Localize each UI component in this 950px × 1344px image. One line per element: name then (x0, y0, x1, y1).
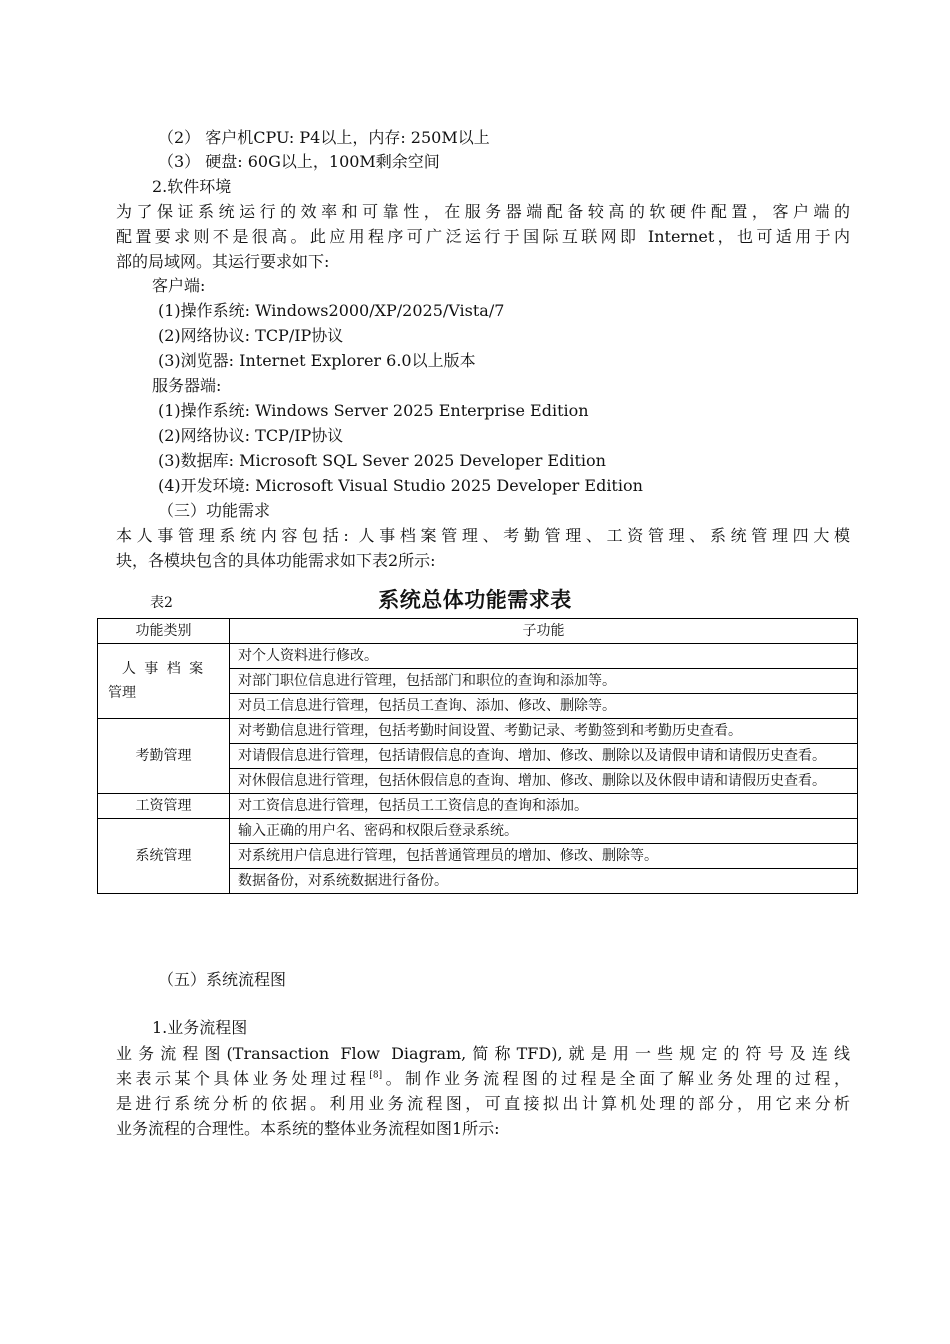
server-heading: 服务器端: (152, 376, 222, 395)
client-protocol: (2)网络协议: TCP/IP协议 (158, 326, 344, 345)
header-category: 功能类别 (98, 619, 230, 644)
category-cell-attendance: 考勤管理 (98, 719, 230, 794)
section5-paragraph-line-2b: 。制作业务流程图的过程是全面了解业务处理的过程， (382, 1069, 850, 1088)
section5-heading: （五）系统流程图 (158, 970, 287, 989)
env-paragraph-line-1: 为了保证系统运行的效率和可靠性，在服务器端配备较高的软硬件配置，客户端的 (116, 202, 850, 221)
category-cell-salary: 工资管理 (98, 794, 230, 819)
disk-line: （3） 硬盘: 60G以上，100M剩余空间 (158, 152, 440, 171)
subfunction-cell: 对考勤信息进行管理，包括考勤时间设置、考勤记录、考勤签到和考勤历史查看。 (230, 719, 858, 744)
category-label-line-2: 管理 (108, 685, 136, 701)
category-cell-personnel (98, 644, 230, 719)
subfunction-cell: 对休假信息进行管理，包括休假信息的查询、增加、修改、删除以及休假申请和请假历史查看。 (230, 769, 858, 794)
requirements-table (97, 618, 858, 894)
subfunction-cell: 对部门职位信息进行管理，包括部门和职位的查询和添加等。 (230, 669, 858, 694)
table-row (98, 719, 858, 744)
client-heading: 客户端: (152, 276, 206, 295)
table-number: 表2 (150, 595, 173, 611)
subfunction-cell: 对系统用户信息进行管理，包括普通管理员的增加、修改、删除等。 (230, 844, 858, 869)
section5-subheading: 1.业务流程图 (152, 1018, 248, 1037)
subfunction-cell: 对个人资料进行修改。 (230, 644, 858, 669)
category-cell-system: 系统管理 (98, 819, 230, 894)
software-env-heading: 2.软件环境 (152, 177, 232, 196)
cpu-memory-line: （2） 客户机CPU: P4以上，内存: 250M以上 (158, 128, 490, 147)
section3-paragraph-line-1: 本人事管理系统内容包括: 人事档案管理、考勤管理、工资管理、系统管理四大模 (116, 526, 850, 545)
table-header-row (98, 619, 858, 644)
server-os: (1)操作系统: Windows Server 2025 Enterprise Edition (158, 401, 589, 420)
subfunction-cell: 对工资信息进行管理，包括员工工资信息的查询和添加。 (230, 794, 858, 819)
section3-paragraph-line-2: 块，各模块包含的具体功能需求如下表2所示: (116, 551, 436, 570)
table-row (98, 794, 858, 819)
table-row (98, 644, 858, 669)
citation-ref: [8] (369, 1070, 383, 1081)
server-database: (3)数据库: Microsoft SQL Sever 2025 Developer Edition (158, 451, 606, 470)
section5-paragraph-line-2a: 来表示某个具体业务处理过程 (116, 1069, 370, 1088)
server-dev-env: (4)开发环境: Microsoft Visual Studio 2025 Developer Edition (158, 476, 643, 495)
header-subfunction: 子功能 (230, 619, 858, 644)
client-browser: (3)浏览器: Internet Explorer 6.0以上版本 (158, 351, 476, 370)
section3-heading: （三）功能需求 (158, 501, 271, 520)
section5-paragraph-line-2 (116, 1069, 850, 1089)
category-label-line-1: 人 事 档 案 (121, 661, 206, 677)
section5-paragraph-line-3: 是进行系统分析的依据。利用业务流程图，可直接拟出计算机处理的部分，用它来分析 (116, 1094, 850, 1113)
client-os: (1)操作系统: Windows2000/XP/2025/Vista/7 (158, 301, 505, 320)
server-protocol: (2)网络协议: TCP/IP协议 (158, 426, 344, 445)
section5-paragraph-line-4: 业务流程的合理性。本系统的整体业务流程如图1所示: (116, 1119, 500, 1138)
subfunction-cell: 输入正确的用户名、密码和权限后登录系统。 (230, 819, 858, 844)
table-title: 系统总体功能需求表 (378, 588, 572, 612)
subfunction-cell: 对员工信息进行管理，包括员工查询、添加、修改、删除等。 (230, 694, 858, 719)
env-paragraph-line-3: 部的局域网。其运行要求如下: (116, 252, 330, 271)
section5-paragraph-line-1: 业务流程图(Transaction Flow Diagram,简称TFD),就是用一些规定的符号及连线 (116, 1044, 850, 1063)
env-paragraph-line-2: 配置要求则不是很高。此应用程序可广泛运行于国际互联网即 Internet，也可适用于内 (116, 227, 850, 246)
table-row (98, 819, 858, 844)
subfunction-cell: 数据备份，对系统数据进行备份。 (230, 869, 858, 894)
subfunction-cell: 对请假信息进行管理，包括请假信息的查询、增加、修改、删除以及请假申请和请假历史查看。 (230, 744, 858, 769)
